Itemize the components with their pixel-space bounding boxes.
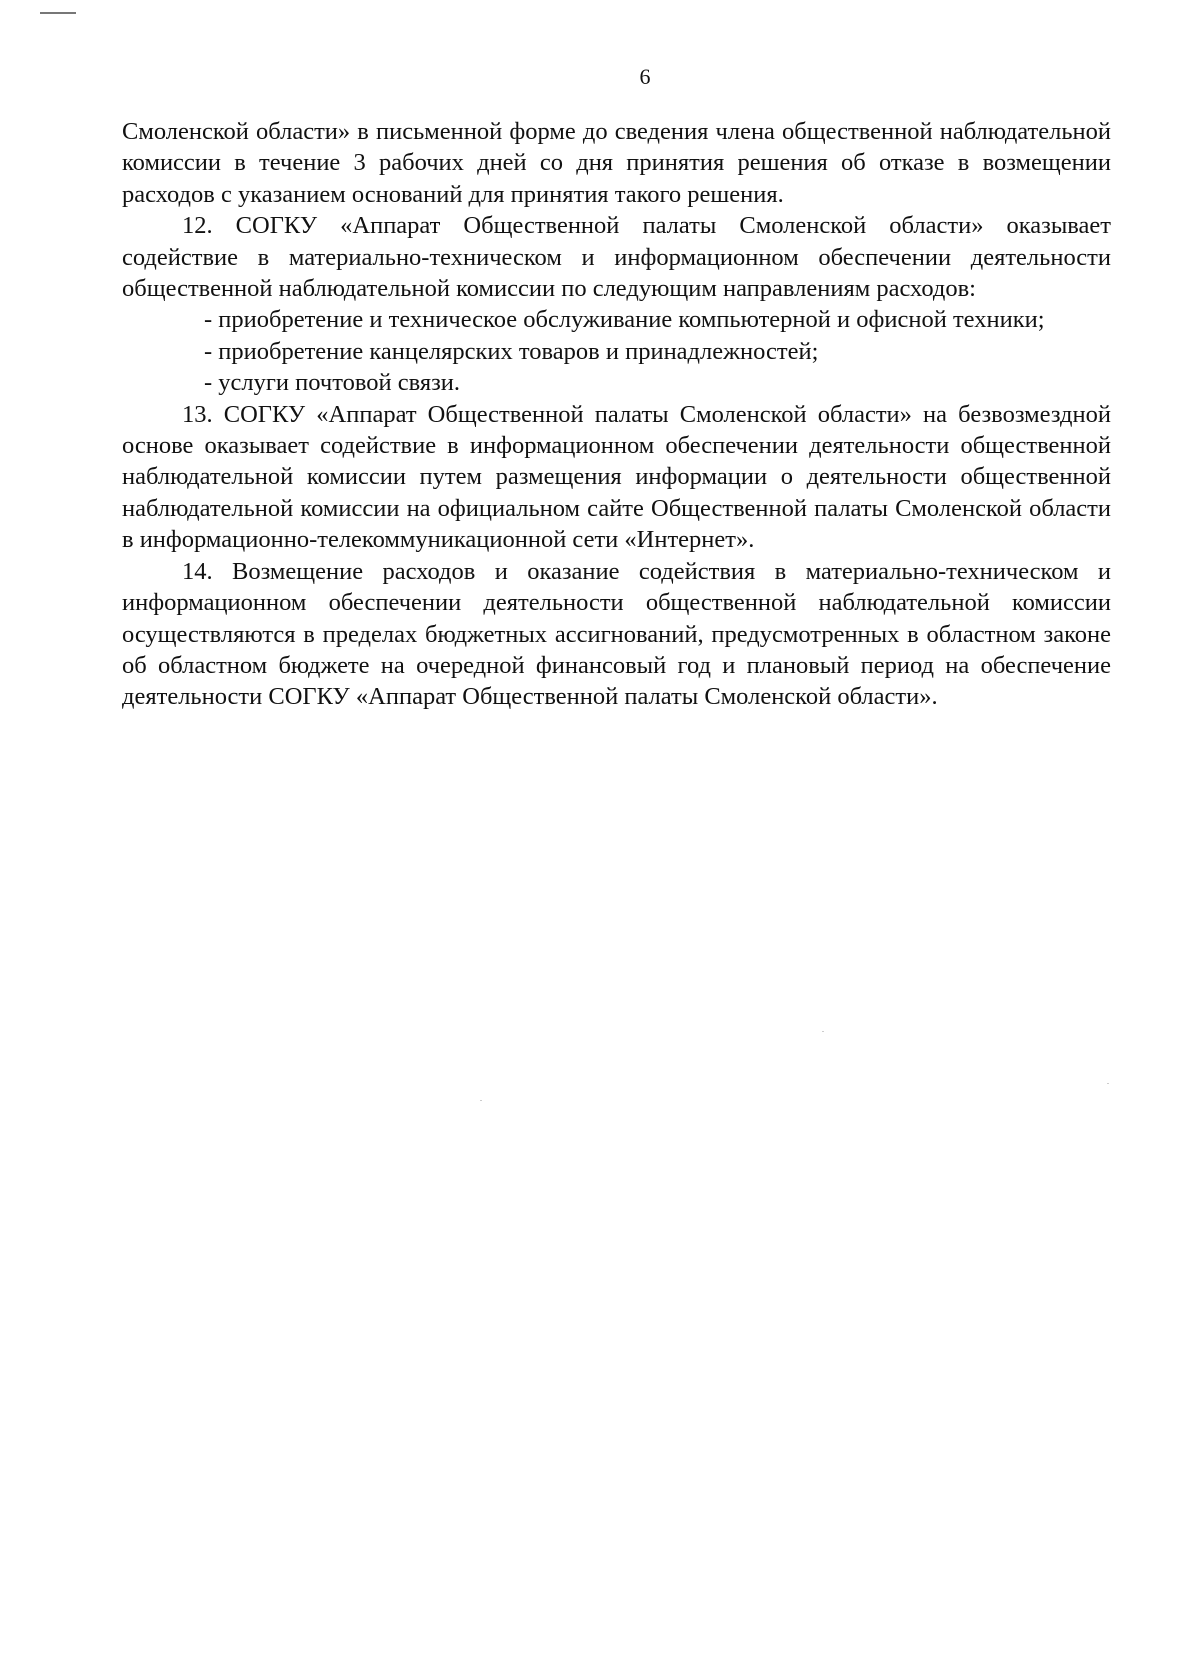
scan-speck [822, 1031, 824, 1032]
list-item-postal: - услуги почтовой связи. [204, 369, 461, 397]
list-item-equipment: - приобретение и техническое обслуживание компьютерной и офисной техники; [204, 306, 1045, 334]
scan-mark [40, 12, 76, 14]
document-body [122, 116, 1111, 713]
scan-speck [480, 1100, 482, 1101]
scan-speck [1107, 1083, 1109, 1084]
paragraph-13: 13. СОГКУ «Аппарат Общественной палаты Смоленской области» на безвозмездной основе оказывает содействие в информационном обеспечении деятельности общественной наблюдательной комиссии путем размещения информации о деятельности общественной наблюдательной комиссии на официальном сайте Общественной палаты Смоленской области в информационно-телекоммуникационной сети «Интернет». [122, 400, 1111, 554]
list-item-stationery: - приобретение канцелярских товаров и принадлежностей; [204, 337, 819, 365]
paragraph-continuation: Смоленской области» в письменной форме до сведения члена общественной наблюдательной комиссии в течение 3 рабочих дней со дня принятия решения об отказе в возмещении расходов с указанием оснований для принятия такого решения. [122, 118, 1111, 208]
page-number: 6 [639, 64, 651, 89]
paragraph-12: 12. СОГКУ «Аппарат Общественной палаты Смоленской области» оказывает содействие в материально-техническом и информационном обеспечении деятельности общественной наблюдательной комиссии по следующим направлениям расходов: [122, 212, 1111, 303]
paragraph-14: 14. Возмещение расходов и оказание содействия в материально-техническом и информационном обеспечении деятельности общественной наблюдательной комиссии осуществляются в пределах бюджетных ассигнований, предусмотренных в областном законе об областном бюджете на очередной финансовый год и плановый период на обеспечение деятельности СОГКУ «Аппарат Общественной палаты Смоленской области». [122, 557, 1111, 711]
